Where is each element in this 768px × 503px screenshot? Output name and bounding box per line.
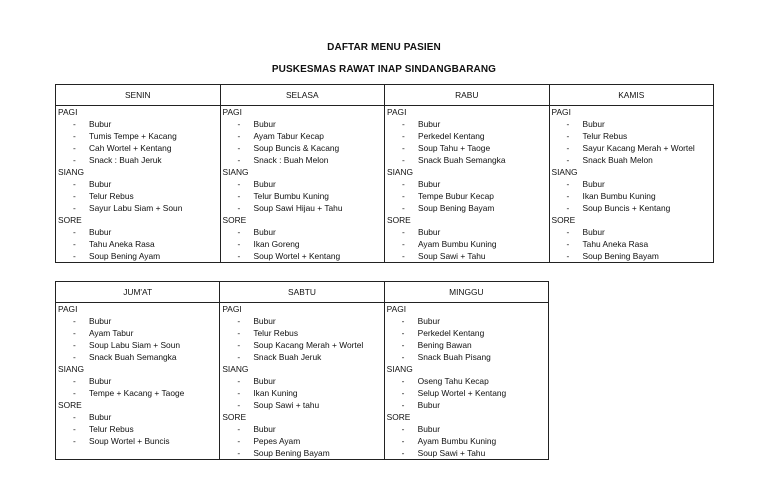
menu-item xyxy=(58,238,220,250)
menu-item-text: Snack Buah Semangka xyxy=(418,155,506,165)
menu-item xyxy=(58,351,219,363)
table-body-row xyxy=(56,303,549,460)
menu-item-text: Bubur xyxy=(89,412,112,422)
menu-item-text: Bubur xyxy=(417,400,441,410)
bullet-dash: - xyxy=(402,203,405,213)
menu-item-text: Ayam Bumbu Kuning xyxy=(417,436,497,446)
day-menu-cell xyxy=(220,303,384,460)
bullet-dash: - xyxy=(237,251,241,261)
menu-item xyxy=(387,118,549,130)
document-title: DAFTAR MENU PASIEN xyxy=(327,42,441,53)
bullet-dash: - xyxy=(401,328,405,338)
menu-item-text: Bubur xyxy=(253,227,276,237)
menu-item-text: Bubur xyxy=(582,119,605,129)
menu-item xyxy=(387,226,549,238)
menu-item xyxy=(58,327,219,339)
menu-item-text: Bening Bawan xyxy=(417,340,472,350)
bullet-dash: - xyxy=(237,340,241,350)
menu-item-text: Bubur xyxy=(417,316,441,326)
menu-item xyxy=(58,375,219,387)
day-header: MINGGU xyxy=(384,282,548,303)
menu-item-text: Sayur Labu Siam + Soun xyxy=(89,203,183,213)
menu-item-text: Ikan Bumbu Kuning xyxy=(582,191,656,201)
meal-section-label: SIANG xyxy=(551,167,578,177)
meal-section-label: PAGI xyxy=(58,304,78,314)
menu-item-text: Oseng Tahu Kecap xyxy=(417,376,489,386)
menu-item xyxy=(387,447,548,459)
bullet-dash: - xyxy=(401,340,405,350)
menu-item xyxy=(552,202,714,214)
menu-item-text: Telur Rebus xyxy=(582,131,628,141)
bullet-dash: - xyxy=(566,227,570,237)
menu-item xyxy=(222,327,383,339)
document-subtitle: PUSKESMAS RAWAT INAP SINDANGBARANG xyxy=(271,64,497,75)
bullet-dash: - xyxy=(402,179,405,189)
meal-section-label: SIANG xyxy=(222,364,249,374)
bullet-dash: - xyxy=(237,448,241,458)
bullet-dash: - xyxy=(401,376,405,386)
bullet-dash: - xyxy=(566,239,570,249)
menu-item-text: Selup Wortel + Kentang xyxy=(417,388,507,398)
day-header: SELASA xyxy=(220,85,385,106)
menu-item xyxy=(387,327,548,339)
meal-section-label: PAGI xyxy=(386,304,407,314)
menu-item xyxy=(223,250,385,262)
menu-item-text: Telur Rebus xyxy=(253,328,299,338)
menu-item-text: Soup Kacang Merah + Wortel xyxy=(253,340,364,350)
menu-item-text: Soup Bening Bayam xyxy=(418,203,495,213)
menu-item xyxy=(387,399,548,411)
menu-item xyxy=(387,435,548,447)
bullet-dash: - xyxy=(73,227,76,237)
menu-item-text: Soup Sawi + Tahu xyxy=(418,251,486,261)
menu-item-text: Cah Wortel + Kentang xyxy=(89,143,172,153)
bullet-dash: - xyxy=(73,251,76,261)
menu-item xyxy=(552,142,714,154)
menu-item xyxy=(222,423,383,435)
menu-item xyxy=(58,435,219,447)
bullet-dash: - xyxy=(237,119,241,129)
day-header: SABTU xyxy=(220,282,384,303)
bullet-dash: - xyxy=(237,239,241,249)
menu-item xyxy=(222,447,383,459)
menu-item-text: Bubur xyxy=(417,424,441,434)
menu-item-text: Bubur xyxy=(89,227,112,237)
menu-item xyxy=(58,411,219,423)
day-menu-cell xyxy=(220,106,385,263)
menu-item-text: Ikan Goreng xyxy=(253,239,300,249)
bullet-dash: - xyxy=(237,400,241,410)
menu-item xyxy=(58,154,220,166)
bullet-dash: - xyxy=(402,119,405,129)
bullet-dash: - xyxy=(402,251,405,261)
bullet-dash: - xyxy=(566,143,570,153)
menu-item xyxy=(58,250,220,262)
meal-section-label: PAGI xyxy=(387,107,407,117)
menu-item xyxy=(387,423,548,435)
bullet-dash: - xyxy=(73,131,76,141)
menu-item-text: Soup Sawi Hijau + Tahu xyxy=(253,203,343,213)
day-menu-cell xyxy=(56,106,221,263)
day-menu-cell xyxy=(385,106,550,263)
menu-item xyxy=(387,202,549,214)
menu-item xyxy=(222,315,383,327)
bullet-dash: - xyxy=(237,388,241,398)
menu-item-text: Perkedel Kentang xyxy=(417,328,485,338)
menu-item xyxy=(222,435,383,447)
menu-item-text: Soup Labu Siam + Soun xyxy=(89,340,181,350)
bullet-dash: - xyxy=(401,436,405,446)
menu-item-text: Telur Bumbu Kuning xyxy=(253,191,329,201)
day-header: RABU xyxy=(385,85,550,106)
bullet-dash: - xyxy=(402,239,405,249)
meal-section-label: PAGI xyxy=(222,107,242,117)
meal-section-label: SIANG xyxy=(222,167,249,177)
bullet-dash: - xyxy=(402,155,405,165)
bullet-dash: - xyxy=(73,352,76,362)
menu-item xyxy=(387,178,549,190)
bullet-dash: - xyxy=(73,155,76,165)
menu-item-text: Bubur xyxy=(253,179,276,189)
meal-section-label: PAGI xyxy=(222,304,242,314)
menu-item-text: Soup Wortel + Buncis xyxy=(89,436,170,446)
bullet-dash: - xyxy=(237,131,241,141)
table-header-row xyxy=(56,85,714,106)
bullet-dash: - xyxy=(73,143,76,153)
menu-item xyxy=(58,178,220,190)
bullet-dash: - xyxy=(402,131,405,141)
menu-item xyxy=(58,226,220,238)
menu-item xyxy=(387,130,549,142)
bullet-dash: - xyxy=(237,352,241,362)
menu-item xyxy=(387,315,548,327)
menu-item-text: Perkedel Kentang xyxy=(418,131,485,141)
meal-section-label: SORE xyxy=(222,412,247,422)
menu-item xyxy=(387,387,548,399)
menu-item xyxy=(223,130,385,142)
bullet-dash: - xyxy=(237,155,241,165)
bullet-dash: - xyxy=(237,424,241,434)
menu-item xyxy=(552,130,714,142)
menu-item-text: Soup Tahu + Taoge xyxy=(418,143,491,153)
menu-item-text: Soup Sawi + tahu xyxy=(253,400,320,410)
meal-section-label: SIANG xyxy=(58,364,85,374)
bullet-dash: - xyxy=(73,191,76,201)
bullet-dash: - xyxy=(566,131,570,141)
bullet-dash: - xyxy=(237,227,241,237)
meal-section-label: SORE xyxy=(551,215,576,225)
menu-item xyxy=(58,202,220,214)
menu-item-text: Snack Buah Melon xyxy=(582,155,653,165)
day-menu-cell xyxy=(56,303,220,460)
menu-item-text: Pepes Ayam xyxy=(253,436,301,446)
menu-item-text: Soup Bening Bayam xyxy=(582,251,659,261)
bullet-dash: - xyxy=(401,316,405,326)
menu-item-text: Snack : Buah Jeruk xyxy=(89,155,162,165)
menu-item xyxy=(387,375,548,387)
bullet-dash: - xyxy=(73,203,76,213)
menu-item xyxy=(223,142,385,154)
menu-item-text: Bubur xyxy=(418,179,441,189)
menu-item xyxy=(58,423,219,435)
meal-section-label: SORE xyxy=(387,215,411,225)
bullet-dash: - xyxy=(401,352,405,362)
bullet-dash: - xyxy=(402,191,405,201)
menu-item-text: Ikan Kuning xyxy=(253,388,298,398)
menu-table-week-part-1 xyxy=(55,84,714,263)
menu-item-text: Bubur xyxy=(253,424,276,434)
menu-item xyxy=(222,339,383,351)
menu-item-text: Soup Bening Ayam xyxy=(89,251,161,261)
menu-item xyxy=(223,178,385,190)
day-menu-cell xyxy=(549,106,714,263)
bullet-dash: - xyxy=(566,251,570,261)
menu-item xyxy=(223,190,385,202)
menu-item xyxy=(222,387,383,399)
menu-item-text: Bubur xyxy=(582,227,605,237)
menu-item xyxy=(58,315,219,327)
menu-item-text: Telur Rebus xyxy=(89,191,134,201)
table-header-row xyxy=(56,282,549,303)
menu-item xyxy=(58,142,220,154)
bullet-dash: - xyxy=(237,316,241,326)
menu-item xyxy=(387,142,549,154)
menu-item xyxy=(222,375,383,387)
menu-item xyxy=(58,118,220,130)
bullet-dash: - xyxy=(237,179,241,189)
bullet-dash: - xyxy=(237,191,241,201)
bullet-dash: - xyxy=(402,227,405,237)
bullet-dash: - xyxy=(566,119,570,129)
menu-item xyxy=(58,339,219,351)
meal-section-label: PAGI xyxy=(551,107,571,117)
day-header: JUM'AT xyxy=(56,282,220,303)
meal-section-label: SIANG xyxy=(387,167,414,177)
menu-item xyxy=(387,238,549,250)
menu-item xyxy=(222,351,383,363)
bullet-dash: - xyxy=(73,436,76,446)
menu-item xyxy=(58,387,219,399)
bullet-dash: - xyxy=(73,328,76,338)
menu-item-text: Soup Sawi + Tahu xyxy=(417,448,486,458)
bullet-dash: - xyxy=(566,155,570,165)
menu-item xyxy=(58,130,220,142)
menu-item xyxy=(552,118,714,130)
bullet-dash: - xyxy=(73,316,76,326)
menu-item xyxy=(552,190,714,202)
menu-item-text: Sayur Kacang Merah + Wortel xyxy=(582,143,695,153)
menu-item-text: Snack : Buah Melon xyxy=(253,155,329,165)
menu-item-text: Ayam Tabur Kecap xyxy=(253,131,324,141)
meal-section-label: PAGI xyxy=(58,107,78,117)
bullet-dash: - xyxy=(566,203,570,213)
bullet-dash: - xyxy=(401,448,405,458)
bullet-dash: - xyxy=(73,239,76,249)
menu-item-text: Bubur xyxy=(418,119,441,129)
menu-item-text: Soup Buncis & Kacang xyxy=(253,143,340,153)
menu-item-text: Snack Buah Jeruk xyxy=(253,352,322,362)
menu-item xyxy=(552,226,714,238)
menu-item-text: Tumis Tempe + Kacang xyxy=(89,131,177,141)
bullet-dash: - xyxy=(402,143,405,153)
menu-item-text: Soup Bening Bayam xyxy=(253,448,330,458)
menu-item-text: Ayam Bumbu Kuning xyxy=(418,239,497,249)
table-body-row xyxy=(56,106,714,263)
menu-table-week-part-2 xyxy=(55,281,549,460)
day-menu-cell xyxy=(384,303,548,460)
menu-item xyxy=(552,250,714,262)
bullet-dash: - xyxy=(237,376,241,386)
bullet-dash: - xyxy=(566,179,570,189)
day-header: KAMIS xyxy=(549,85,714,106)
menu-item-text: Tempe + Kacang + Taoge xyxy=(89,388,185,398)
menu-item xyxy=(223,154,385,166)
menu-item-text: Tempe Bubur Kecap xyxy=(418,191,494,201)
menu-item xyxy=(387,351,548,363)
bullet-dash: - xyxy=(73,179,76,189)
bullet-dash: - xyxy=(73,388,76,398)
menu-item-text: Bubur xyxy=(253,376,276,386)
menu-item-text: Bubur xyxy=(89,179,112,189)
bullet-dash: - xyxy=(237,143,241,153)
menu-item xyxy=(387,339,548,351)
bullet-dash: - xyxy=(401,388,405,398)
menu-item-text: Bubur xyxy=(418,227,441,237)
bullet-dash: - xyxy=(401,400,405,410)
day-header: SENIN xyxy=(56,85,221,106)
menu-item xyxy=(223,202,385,214)
meal-section-label: SORE xyxy=(386,412,411,422)
bullet-dash: - xyxy=(401,424,405,434)
menu-item-text: Soup Buncis + Kentang xyxy=(582,203,671,213)
menu-item xyxy=(387,250,549,262)
menu-item-text: Tahu Aneka Rasa xyxy=(89,239,155,249)
bullet-dash: - xyxy=(566,191,570,201)
menu-item-text: Soup Wortel + Kentang xyxy=(253,251,341,261)
menu-item-text: Bubur xyxy=(253,316,276,326)
menu-item xyxy=(552,238,714,250)
menu-item-text: Bubur xyxy=(89,316,112,326)
meal-section-label: SORE xyxy=(58,400,82,410)
meal-section-label: SORE xyxy=(222,215,247,225)
menu-item xyxy=(552,154,714,166)
bullet-dash: - xyxy=(237,436,241,446)
meal-section-label: SORE xyxy=(58,215,82,225)
menu-item-text: Bubur xyxy=(89,119,112,129)
bullet-dash: - xyxy=(73,340,76,350)
menu-item xyxy=(58,190,220,202)
menu-item-text: Bubur xyxy=(253,119,276,129)
menu-item xyxy=(552,178,714,190)
bullet-dash: - xyxy=(73,376,76,386)
menu-item xyxy=(387,154,549,166)
menu-item xyxy=(222,399,383,411)
meal-section-label: SIANG xyxy=(58,167,85,177)
bullet-dash: - xyxy=(73,424,76,434)
menu-item-text: Snack Buah Semangka xyxy=(89,352,177,362)
menu-item-text: Bubur xyxy=(582,179,605,189)
menu-item-text: Snack Buah Pisang xyxy=(417,352,491,362)
menu-item-text: Ayam Tabur xyxy=(89,328,134,338)
bullet-dash: - xyxy=(73,412,76,422)
menu-item xyxy=(387,190,549,202)
bullet-dash: - xyxy=(237,203,241,213)
bullet-dash: - xyxy=(237,328,241,338)
menu-item-text: Tahu Aneka Rasa xyxy=(582,239,649,249)
menu-item xyxy=(223,118,385,130)
menu-item xyxy=(223,226,385,238)
menu-item xyxy=(223,238,385,250)
menu-item-text: Telur Rebus xyxy=(89,424,134,434)
menu-item-text: Bubur xyxy=(89,376,112,386)
bullet-dash: - xyxy=(73,119,76,129)
meal-section-label: SIANG xyxy=(386,364,413,374)
